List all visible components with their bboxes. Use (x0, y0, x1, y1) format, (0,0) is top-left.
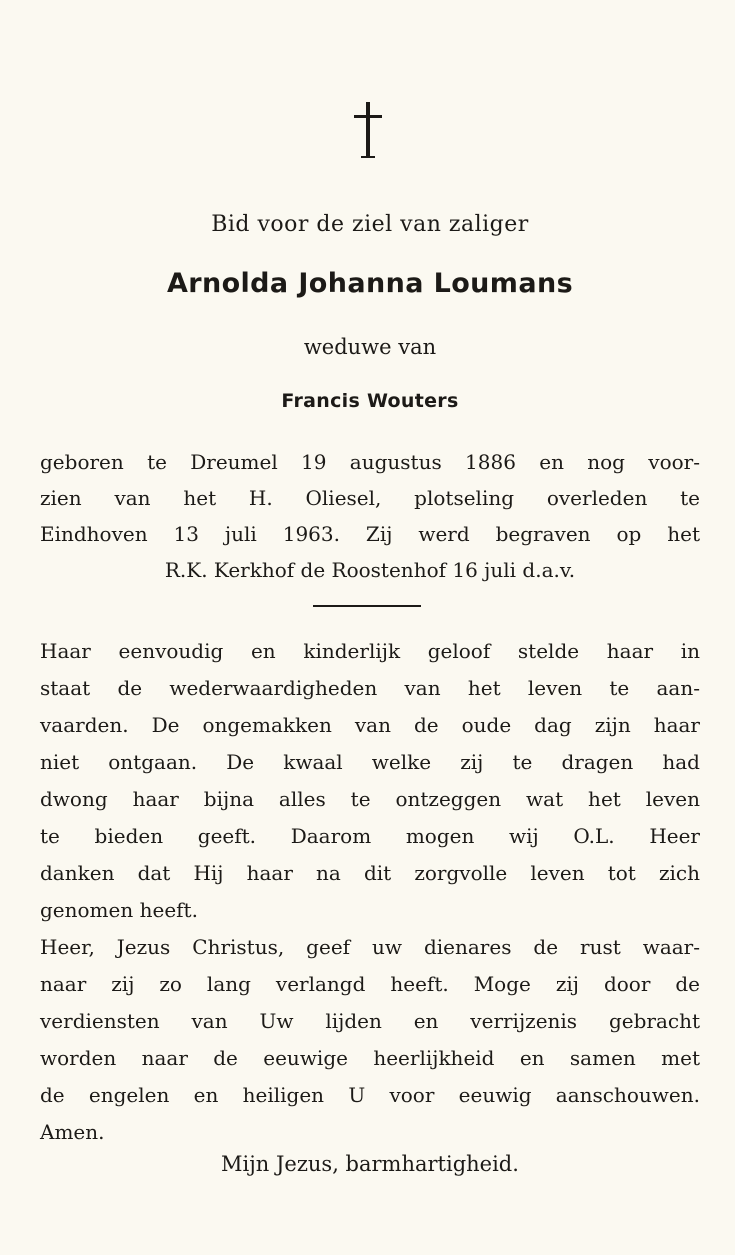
cross-icon (0, 100, 735, 170)
text-line: danken dat Hij haar na dit zorgvolle leven tot zich (40, 861, 700, 885)
text-line: dwong haar bijna alles te ontzeggen wat het leven (40, 787, 700, 811)
text-line: vaarden. De ongemakken van de oude dag zijn haar (40, 713, 700, 737)
biography (40, 444, 700, 588)
text-line: te bieden geeft. Daarom mogen wij O.L. Heer (40, 824, 700, 848)
divider (313, 605, 421, 607)
deceased-name: Arnolda Johanna Loumans (166, 268, 574, 299)
text-line: genomen heeft. (40, 898, 198, 922)
spouse-name: Francis Wouters (281, 390, 459, 412)
text-line: verdiensten van Uw lijden en verrijzenis gebracht (40, 1009, 700, 1033)
closing-prayer: Mijn Jezus, barmhartigheid. (221, 1152, 519, 1176)
text-line: Amen. (40, 1120, 105, 1144)
text-line: niet ontgaan. De kwaal welke zij te dragen had (40, 750, 700, 774)
text-line: Heer, Jezus Christus, geef uw dienares de rust waar- (40, 935, 700, 959)
text-line: de engelen en heiligen U voor eeuwig aanschouwen. (40, 1083, 700, 1107)
intro-text: Bid voor de ziel van zaliger (211, 212, 529, 237)
text-line: Haar eenvoudig en kinderlijk geloof stelde haar in (40, 639, 700, 663)
biography-line: R.K. Kerkhof de Roostenhof 16 juli d.a.v. (164, 558, 576, 582)
memorial-text (40, 633, 700, 1151)
biography-line: Eindhoven 13 juli 1963. Zij werd begraven op het (40, 522, 700, 546)
text-line: worden naar de eeuwige heerlijkheid en samen met (40, 1046, 700, 1070)
text-line: staat de wederwaardigheden van het leven te aan- (40, 676, 700, 700)
text-line: naar zij zo lang verlangd heeft. Moge zij door de (40, 972, 700, 996)
relation-text: weduwe van (303, 335, 437, 359)
biography-line: geboren te Dreumel 19 augustus 1886 en nog voor- (40, 450, 700, 474)
biography-line: zien van het H. Oliesel, plotseling overleden te (40, 486, 700, 510)
